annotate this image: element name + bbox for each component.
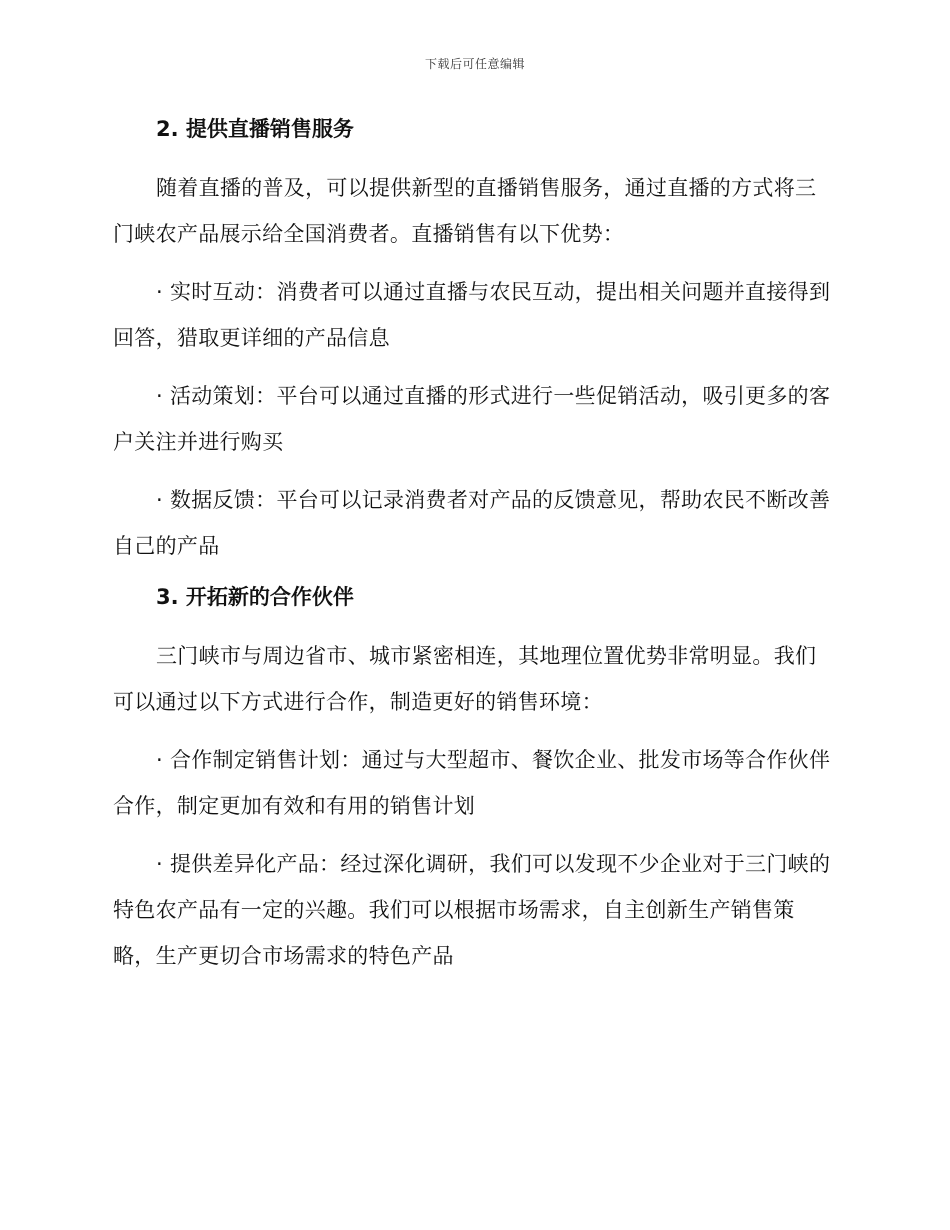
paragraph-intro: 随着直播的普及，可以提供新型的直播销售服务，通过直播的方式将三门峡农产品展示给全国消费者。直播销售有以下优势： xyxy=(113,176,817,246)
bullet-item: · 数据反馈：平台可以记录消费者对产品的反馈意见，帮助农民不断改善自己的产品 xyxy=(113,488,831,558)
bullet-item: · 实时互动：消费者可以通过直播与农民互动，提出相关问题并直接得到回答，猎取更详细的产品信息 xyxy=(113,280,831,350)
section-heading: 3. 开拓新的合作伙伴 xyxy=(156,585,354,609)
bullet-item: · 提供差异化产品：经过深化调研，我们可以发现不少企业对于三门峡的特色农产品有一定的兴趣。我们可以根据市场需求，自主创新生产销售策略，生产更切合市场需求的特色产品 xyxy=(113,852,831,968)
paragraph-intro: 三门峡市与周边省市、城市紧密相连，其地理位置优势非常明显。我们可以通过以下方式进行合作，制造更好的销售环境： xyxy=(113,644,817,714)
section-live-sales xyxy=(113,113,833,569)
section-heading: 2. 提供直播销售服务 xyxy=(156,117,354,141)
bullet-item: · 活动策划：平台可以通过直播的形式进行一些促销活动，吸引更多的客户关注并进行购买 xyxy=(113,384,831,454)
bullet-item: · 合作制定销售计划：通过与大型超市、餐饮企业、批发市场等合作伙伴合作，制定更加有效和有用的销售计划 xyxy=(113,748,831,818)
page-header-note: 下载后可任意编辑 xyxy=(424,57,525,71)
section-new-partners xyxy=(113,581,833,979)
document-body xyxy=(113,113,833,991)
